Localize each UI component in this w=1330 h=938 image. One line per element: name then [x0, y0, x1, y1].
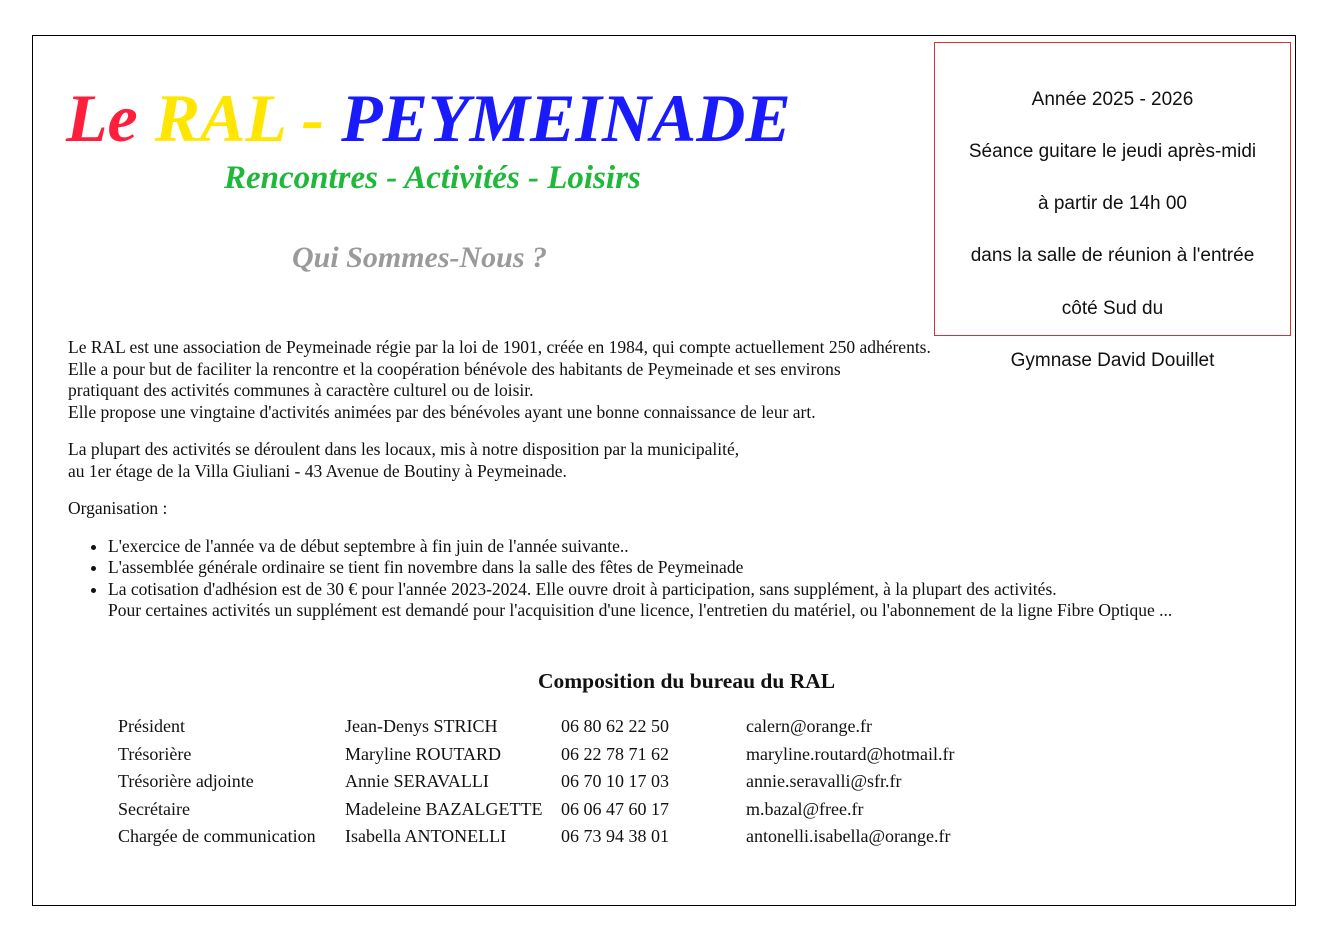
text-line: pratiquant des activités communes à caractère culturel ou de loisir.	[68, 380, 534, 400]
section-title: Qui Sommes-Nous ?	[292, 241, 548, 274]
name-cell: Jean-Denys STRICH	[345, 716, 498, 737]
email-cell: antonelli.isabella@orange.fr	[746, 826, 951, 847]
intro-paragraph	[68, 337, 1288, 423]
site-subtitle: Rencontres - Activités - Loisirs	[224, 160, 641, 196]
bureau-table	[116, 713, 957, 851]
phone-cell: 06 73 94 38 01	[561, 826, 669, 847]
text-line: Elle propose une vingtaine d'activités animées par des bénévoles ayant une bonne connaissance de leur art.	[68, 401, 816, 422]
phone-cell: 06 22 78 71 62	[561, 743, 669, 764]
guitar-notice-box	[934, 42, 1291, 371]
role-cell: Président	[118, 716, 185, 737]
logo-word-peymeinade: PEYMEINADE	[341, 80, 791, 156]
email-cell: maryline.routard@hotmail.fr	[746, 743, 955, 764]
notice-line: côté Sud du	[1061, 298, 1164, 319]
text-line: Pour certaines activités un supplément est demandé pour l'acquisition d'une licence, l'entretien du matériel, ou l'abonnement de la ligne Fibre Optique ...	[108, 600, 1173, 620]
text-line: Elle a pour but de faciliter la rencontre et la coopération bénévole des habitants de Peymeinade et ses environs	[68, 358, 841, 379]
logo-dash: -	[301, 80, 325, 156]
list-item: • L'assemblée générale ordinaire se tient fin novembre dans la salle des fêtes de Peymeinade	[108, 557, 1288, 579]
logo-word-le: Le	[66, 80, 138, 156]
list-item	[108, 579, 1288, 622]
email-cell: m.bazal@free.fr	[746, 798, 864, 819]
phone-cell: 06 80 62 22 50	[561, 716, 669, 737]
name-cell: Isabella ANTONELLI	[345, 826, 507, 847]
location-paragraph	[68, 439, 1288, 482]
table-row	[116, 796, 957, 824]
table-row	[116, 713, 957, 741]
notice-line: à partir de 14h 00	[1038, 193, 1187, 214]
name-cell: Maryline ROUTARD	[345, 743, 502, 764]
role-cell: Chargée de communication	[118, 826, 316, 847]
text-line: au 1er étage de la Villa Giuliani - 43 Avenue de Boutiny à Peymeinade.	[68, 460, 567, 481]
intro-section	[68, 337, 1288, 622]
name-cell: Annie SERAVALLI	[345, 771, 489, 792]
list-item: • L'exercice de l'année va de début septembre à fin juin de l'année suivante..	[108, 536, 1288, 558]
site-logo	[66, 78, 791, 158]
organisation-label: Organisation :	[68, 498, 168, 518]
text-line: Le RAL est une association de Peymeinade régie par la loi de 1901, créée en 1984, qui compte actuellement 250 adhérents.	[68, 337, 931, 357]
notice-line: Séance guitare le jeudi après-midi	[968, 141, 1257, 162]
phone-cell: 06 70 10 17 03	[561, 771, 669, 792]
text-line: • La cotisation d'adhésion est de 30 € pour l'année 2023-2024. Elle ouvre droit à participation, sans supplément, à la plupart des activités.	[108, 578, 1057, 599]
notice-line: dans la salle de réunion à l'entrée	[970, 245, 1255, 266]
table-row	[116, 823, 957, 851]
email-cell: annie.seravalli@sfr.fr	[746, 771, 902, 792]
role-cell: Secrétaire	[118, 798, 190, 819]
logo-word-ral: RAL	[154, 80, 285, 156]
email-cell: calern@orange.fr	[746, 716, 872, 737]
notice-line: Gymnase David Douillet	[1010, 350, 1215, 371]
role-cell: Trésorière	[118, 743, 192, 764]
name-cell: Madeleine BAZALGETTE	[345, 798, 543, 819]
bureau-title: Composition du bureau du RAL	[538, 669, 836, 693]
text-line: La plupart des activités se déroulent dans les locaux, mis à notre disposition par la municipalité,	[68, 439, 740, 459]
notice-line: Année 2025 - 2026	[1031, 89, 1194, 110]
table-row	[116, 768, 957, 796]
organisation-list	[68, 536, 1288, 622]
role-cell: Trésorière adjointe	[118, 771, 254, 792]
phone-cell: 06 06 47 60 17	[561, 798, 669, 819]
table-row	[116, 741, 957, 769]
